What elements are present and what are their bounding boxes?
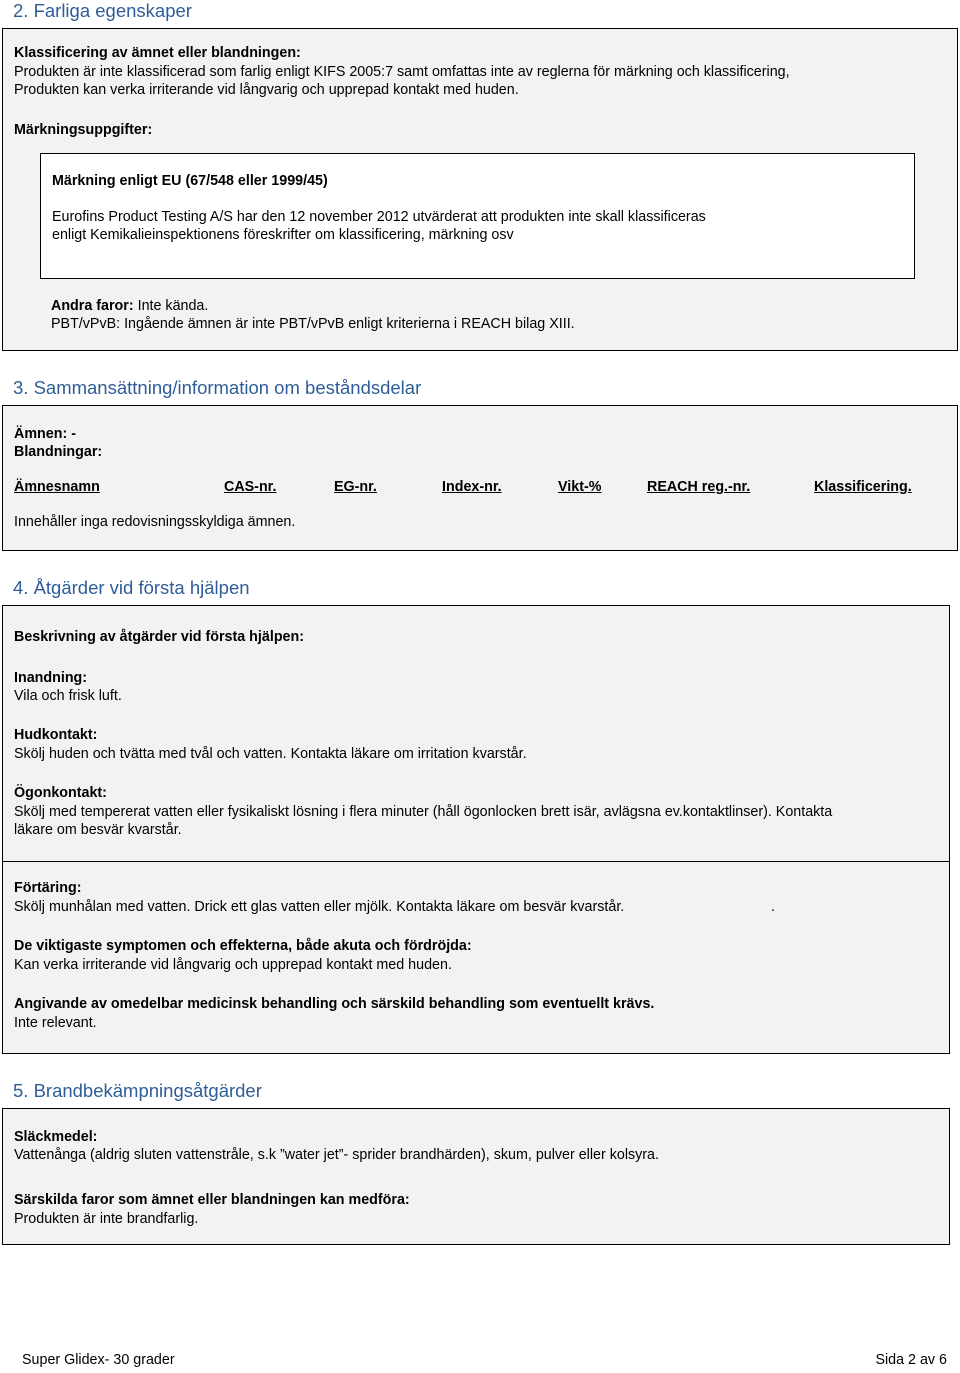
special-hazards-title: Särskilda faror som ämnet eller blandningen kan medföra: <box>14 1192 410 1208</box>
col-index: Index-nr. <box>442 479 502 495</box>
pbt-text: PBT/vPvB: Ingående ämnen är inte PBT/vPvB enligt kriterierna i REACH bilag XIII. <box>51 316 575 332</box>
inhalation-text: Vila och frisk luft. <box>14 688 122 704</box>
eu-labelling-box <box>40 153 915 279</box>
col-cas: CAS-nr. <box>224 479 277 495</box>
col-eg: EG-nr. <box>334 479 377 495</box>
section-4-box <box>2 605 950 1054</box>
col-classification: Klassificering. <box>814 479 912 495</box>
mixtures-label: Blandningar: <box>14 444 103 460</box>
ingestion-dot: . <box>771 899 775 915</box>
inhalation-title: Inandning: <box>14 670 88 686</box>
medical-title: Angivande av omedelbar medicinsk behandling och särskild behandling som eventuellt krävs. <box>14 996 655 1012</box>
footer-product-name: Super Glidex- 30 grader <box>22 1352 175 1368</box>
eu-labelling-text-1: Eurofins Product Testing A/S har den 12 november 2012 utvärderat att produkten inte skall klassificeras <box>52 209 706 225</box>
labelling-title: Märkningsuppgifter: <box>14 122 153 138</box>
section-5-box <box>2 1108 950 1245</box>
first-aid-title: Beskrivning av åtgärder vid första hjälpen: <box>14 629 304 645</box>
ingestion-title: Förtäring: <box>14 880 82 896</box>
classification-text-2: Produkten kan verka irriterande vid långvarig och upprepad kontakt med huden. <box>14 82 519 98</box>
extinguishing-title: Släckmedel: <box>14 1129 98 1145</box>
section-2-heading: 2. Farliga egenskaper <box>13 0 192 21</box>
medical-text: Inte relevant. <box>14 1015 97 1031</box>
classification-title: Klassificering av ämnet eller blandningen: <box>14 45 301 61</box>
eye-contact-text-2: läkare om besvär kvarstår. <box>14 822 182 838</box>
footer-page-number: Sida 2 av 6 <box>875 1352 947 1368</box>
section-4-divider <box>3 861 949 862</box>
ingestion-text: Skölj munhålan med vatten. Drick ett glas vatten eller mjölk. Kontakta läkare om besvär kvarstår. <box>14 899 625 915</box>
section-2-box <box>2 28 958 351</box>
symptoms-title: De viktigaste symptomen och effekterna, både akuta och fördröjda: <box>14 938 472 954</box>
section-5-heading: 5. Brandbekämpningsåtgärder <box>13 1080 262 1101</box>
other-hazards <box>51 298 208 315</box>
col-reach: REACH reg.-nr. <box>647 479 751 495</box>
other-hazards-label: Andra faror: <box>51 298 134 314</box>
extinguishing-text: Vattenånga (aldrig sluten vattenstråle, s.k ”water jet”- sprider brandhärden), skum, pulver eller kolsyra. <box>14 1147 659 1163</box>
section-4-heading: 4. Åtgärder vid första hjälpen <box>13 577 250 598</box>
other-hazards-value: Inte kända. <box>133 298 209 314</box>
skin-contact-title: Hudkontakt: <box>14 727 98 743</box>
section-3-heading: 3. Sammansättning/information om beståndsdelar <box>13 377 422 398</box>
eye-contact-title: Ögonkontakt: <box>14 785 107 801</box>
eu-labelling-text-2: enligt Kemikalieinspektionens föreskrifter om klassificering, märkning osv <box>52 227 514 243</box>
col-name: Ämnesnamn <box>14 479 100 495</box>
skin-contact-text: Skölj huden och tvätta med tvål och vatten. Kontakta läkare om irritation kvarstår. <box>14 746 527 762</box>
eye-contact-text-1: Skölj med tempererat vatten eller fysikaliskt lösning i flera minuter (håll ögonlocken brett isär, avlägsna ev.kontaktlinser). Kontakta <box>14 804 833 820</box>
symptoms-text: Kan verka irriterande vid långvarig och upprepad kontakt med huden. <box>14 957 452 973</box>
substances-label: Ämnen: - <box>14 426 76 442</box>
section-3-box <box>2 405 958 551</box>
special-hazards-text: Produkten är inte brandfarlig. <box>14 1211 199 1227</box>
eu-labelling-title: Märkning enligt EU (67/548 eller 1999/45) <box>52 173 328 189</box>
col-weight: Vikt-% <box>558 479 602 495</box>
classification-text-1: Produkten är inte klassificerad som farlig enligt KIFS 2005:7 samt omfattas inte av reglerna för märkning och klassificering, <box>14 64 790 80</box>
no-substances-text: Innehåller inga redovisningsskyldiga ämnen. <box>14 514 296 530</box>
